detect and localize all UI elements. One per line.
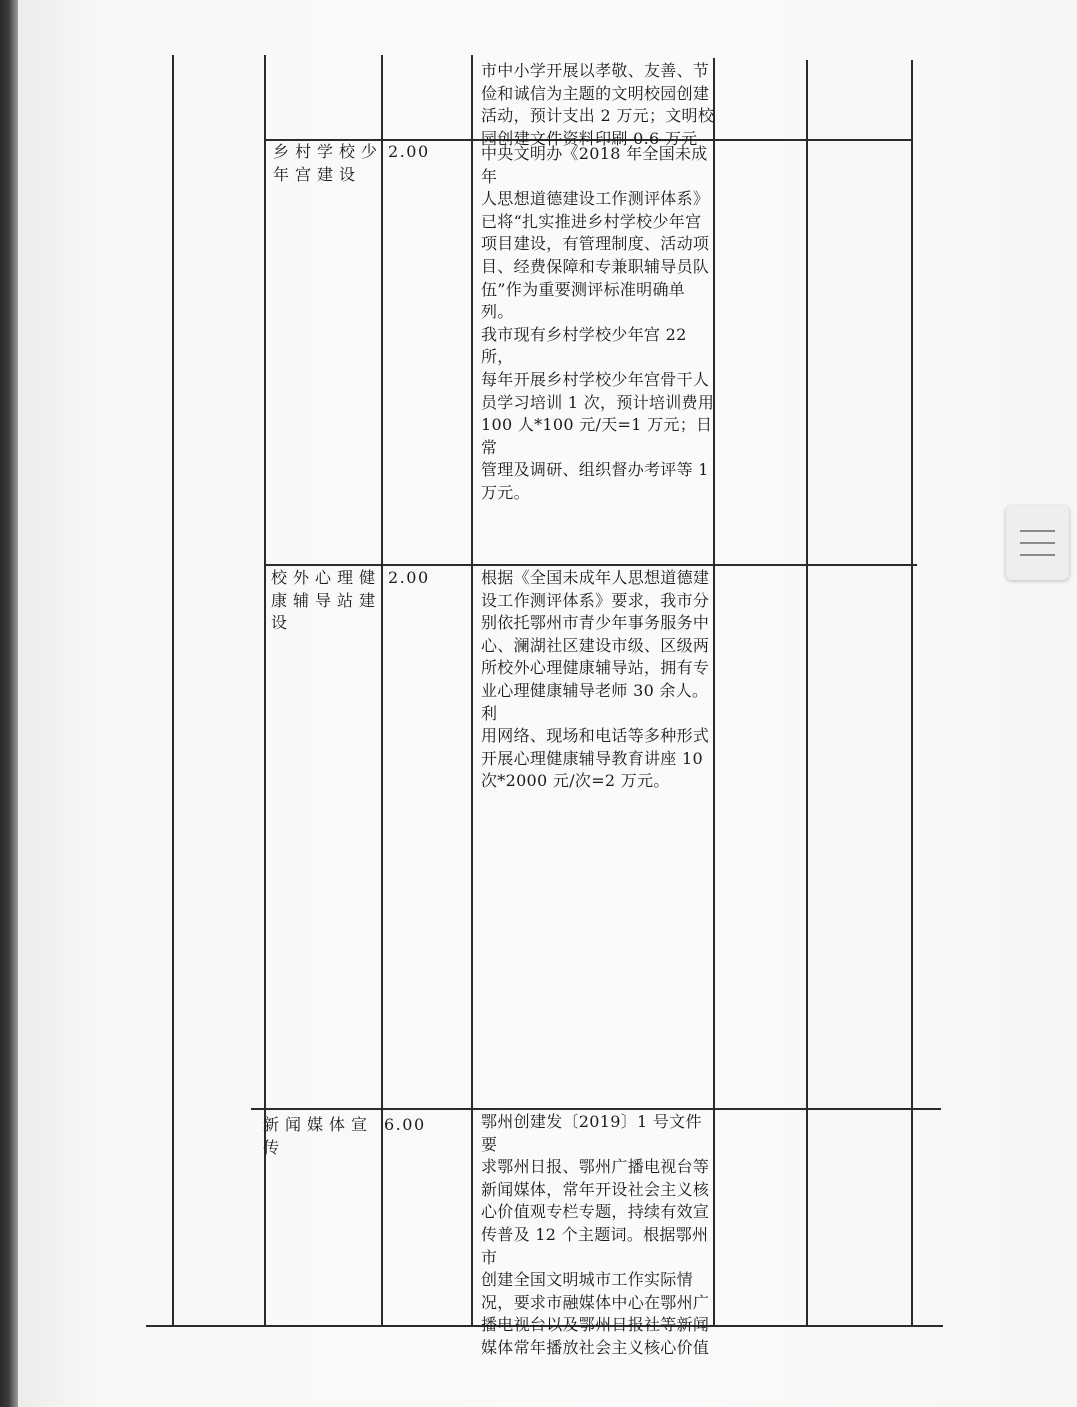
description-cell-row-3: 鄂州创建发〔2019〕1 号文件要 求鄂州日报、鄂州广播电视台等 新闻媒体，常年开设社会主义核 心价值观专栏专题，持续有效宣 传普及 12 个主题词。根据鄂州市 创建全国文明城市工作实际情 况，要求市融媒体中心在鄂州广 播电视台以及鄂州日报社等新闻 媒体常年播放社会主义核心价值 [481,1112,710,1357]
row-divider-2 [264,564,917,566]
table-right-border [911,60,913,1327]
column-divider-amount [381,55,383,1327]
table-left-border [172,55,174,1327]
item-name-cell-row-1: 乡村学校少 年宫建设 [273,142,384,184]
amount-cell-row-3: 6.00 [384,1115,426,1134]
description-cell-row-0: 市中小学开展以孝敬、友善、节 俭和诚信为主题的文明校园创建 活动，预计支出 2 万元；文明校 园创建文件资料印刷 0.6 万元 [481,61,715,148]
column-divider-extra-2 [806,60,808,1327]
description-cell-row-2: 根据《全国未成年人思想道德建 设工作测评体系》要求，我市分 别依托鄂州市青少年事务服务中 心、澜湖社区建设市级、区级两 所校外心理健康辅导站，拥有专 业心理健康辅导老师 30 余人。利 用网络、现场和电话等多种形式 开展心理健康辅导教育讲座 10 次*2000 元/次=2 万元。 [481,568,710,791]
amount-cell-row-1: 2.00 [388,142,430,161]
item-name-cell-row-3: 新闻媒体宣 传 [263,1115,374,1157]
amount-cell-row-2: 2.00 [388,568,430,587]
column-divider-description [471,55,473,1327]
description-cell-row-1: 中央文明办《2018 年全国未成年 人思想道德建设工作测评体系》 已将“扎实推进乡村学校少年宫 项目建设，有管理制度、活动项 目、经费保障和专兼职辅导员队 伍”作为重要测评标准明确单列。 我市现有乡村学校少年宫 22 所， 每年开展乡村学校少年宫骨干人 员学习培训 1 次，预计培训费用 100 人*100 元/天=1 万元；日常 管理及调研、组织督办考评等 1 万元。 [481,144,715,502]
floating-menu-button[interactable] [1006,506,1069,580]
row-divider-3 [251,1108,941,1110]
item-name-cell-row-2: 校外心理健 康辅导站建 设 [271,568,382,632]
